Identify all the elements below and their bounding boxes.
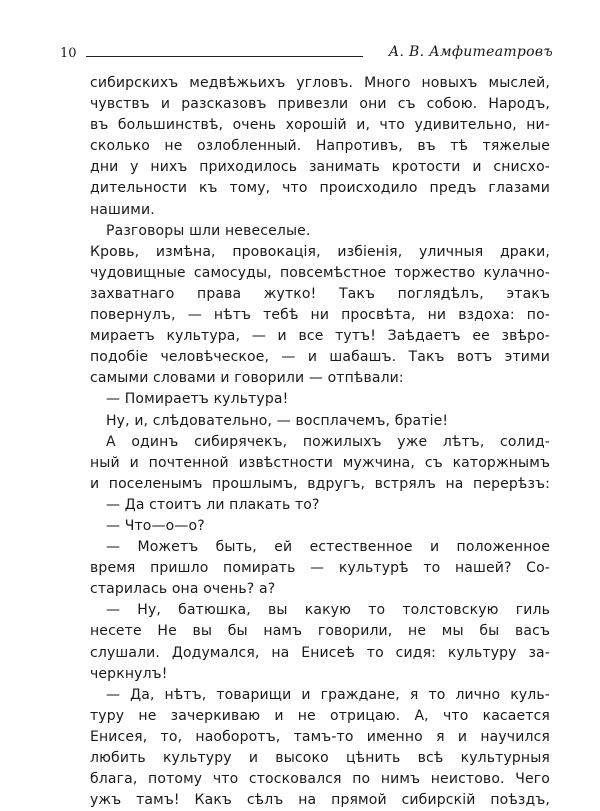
- text-line: сколько не озлобленный. Напротивъ, въ тѣ тяжелые: [90, 138, 550, 155]
- text-line: — Можетъ быть, ей естественное и положенное: [106, 539, 550, 556]
- text-line: дни у нихъ приходилось занимать кротости и снисхо-: [90, 159, 550, 176]
- text-line: туру не зачеркиваю и не отрицаю. А, что касается: [90, 707, 550, 724]
- text-line: — Да, нѣтъ, товарищи и граждане, я то лично куль-: [106, 686, 550, 703]
- text-line: старилась она очень? а?: [90, 581, 276, 598]
- text-line: сибирскихъ медвѣжьихъ угловъ. Много новыхъ мыслей,: [90, 75, 550, 91]
- text-line: слушали. Додумался, на Енисеѣ то сидя: культуру за-: [90, 644, 550, 661]
- text-line: любить культуру и высоко цѣнить всѣ культурныя: [90, 750, 550, 766]
- header-rule: [86, 56, 363, 57]
- text-line: — Что—о—о?: [106, 517, 205, 534]
- text-line: время пришло помирать — культурѣ то нашей? Со-: [90, 560, 550, 577]
- text-line: — Да стоитъ ли плакать то?: [106, 496, 320, 513]
- page-number: 10: [60, 46, 77, 61]
- body-text: [90, 73, 550, 811]
- page-header: [60, 42, 553, 62]
- text-line: А одинъ сибирячекъ, пожилыхъ уже лѣтъ, солид-: [106, 433, 550, 450]
- text-line: черкнулъ!: [90, 665, 168, 682]
- text-line: нашими.: [90, 201, 155, 218]
- text-line: Енисея, то, наоборотъ, тамъ-то именно я и научился: [90, 728, 550, 745]
- text-line: захватнаго права жутко! Такъ поглядѣлъ, этакъ: [90, 285, 550, 302]
- text-line: чудовищные самосуды, повсемѣстное торжество кулачно-: [90, 264, 550, 281]
- text-line: блага, потому что стосковался по нимъ неистово. Чего: [90, 771, 550, 788]
- text-line: въ большинствѣ, очень хорошій и, что удивительно, ни-: [90, 117, 550, 134]
- text-line: самыми словами и говорили — отпѣвали:: [90, 370, 404, 387]
- text-line: Кровь, измѣна, провокація, избіенія, уличныя драки,: [90, 243, 550, 260]
- text-line: ужъ тамъ! Какъ сѣлъ на прямой сибирскій поѣздъ,: [90, 792, 550, 809]
- running-head: А. В. Амфитеатровъ: [388, 44, 553, 60]
- text-line: мираетъ культура, — и все тутъ! Заѣдаетъ ее звѣро-: [90, 328, 550, 345]
- text-line: — Помираетъ культура!: [106, 391, 289, 408]
- text-line: и поселенымъ прошлымъ, вдругъ, встрялъ на перерѣзъ:: [90, 475, 550, 492]
- text-line: — Ну, батюшка, вы какую то толстовскую гиль: [106, 602, 550, 619]
- text-line: повернулъ, — нѣтъ тебѣ ни просвѣта, ни вздоха: по-: [90, 307, 550, 324]
- text-line: Разговоры шли невеселые.: [106, 222, 311, 239]
- text-line: чувствъ и разсказовъ привезли они съ собою. Народъ,: [90, 96, 550, 113]
- text-line: несете Не вы бы намъ говорили, не мы бы васъ: [90, 623, 550, 640]
- text-line: Ну, и, слѣдовательно, — восплачемъ, братіе!: [106, 412, 449, 429]
- text-line: ный и почтенной извѣстности мужчина, съ каторжнымъ: [90, 454, 550, 471]
- text-line: дительности къ тому, что происходило предъ глазами: [90, 180, 550, 197]
- text-line: подобіе человѣческое, — и шабашъ. Такъ вотъ этими: [90, 349, 550, 366]
